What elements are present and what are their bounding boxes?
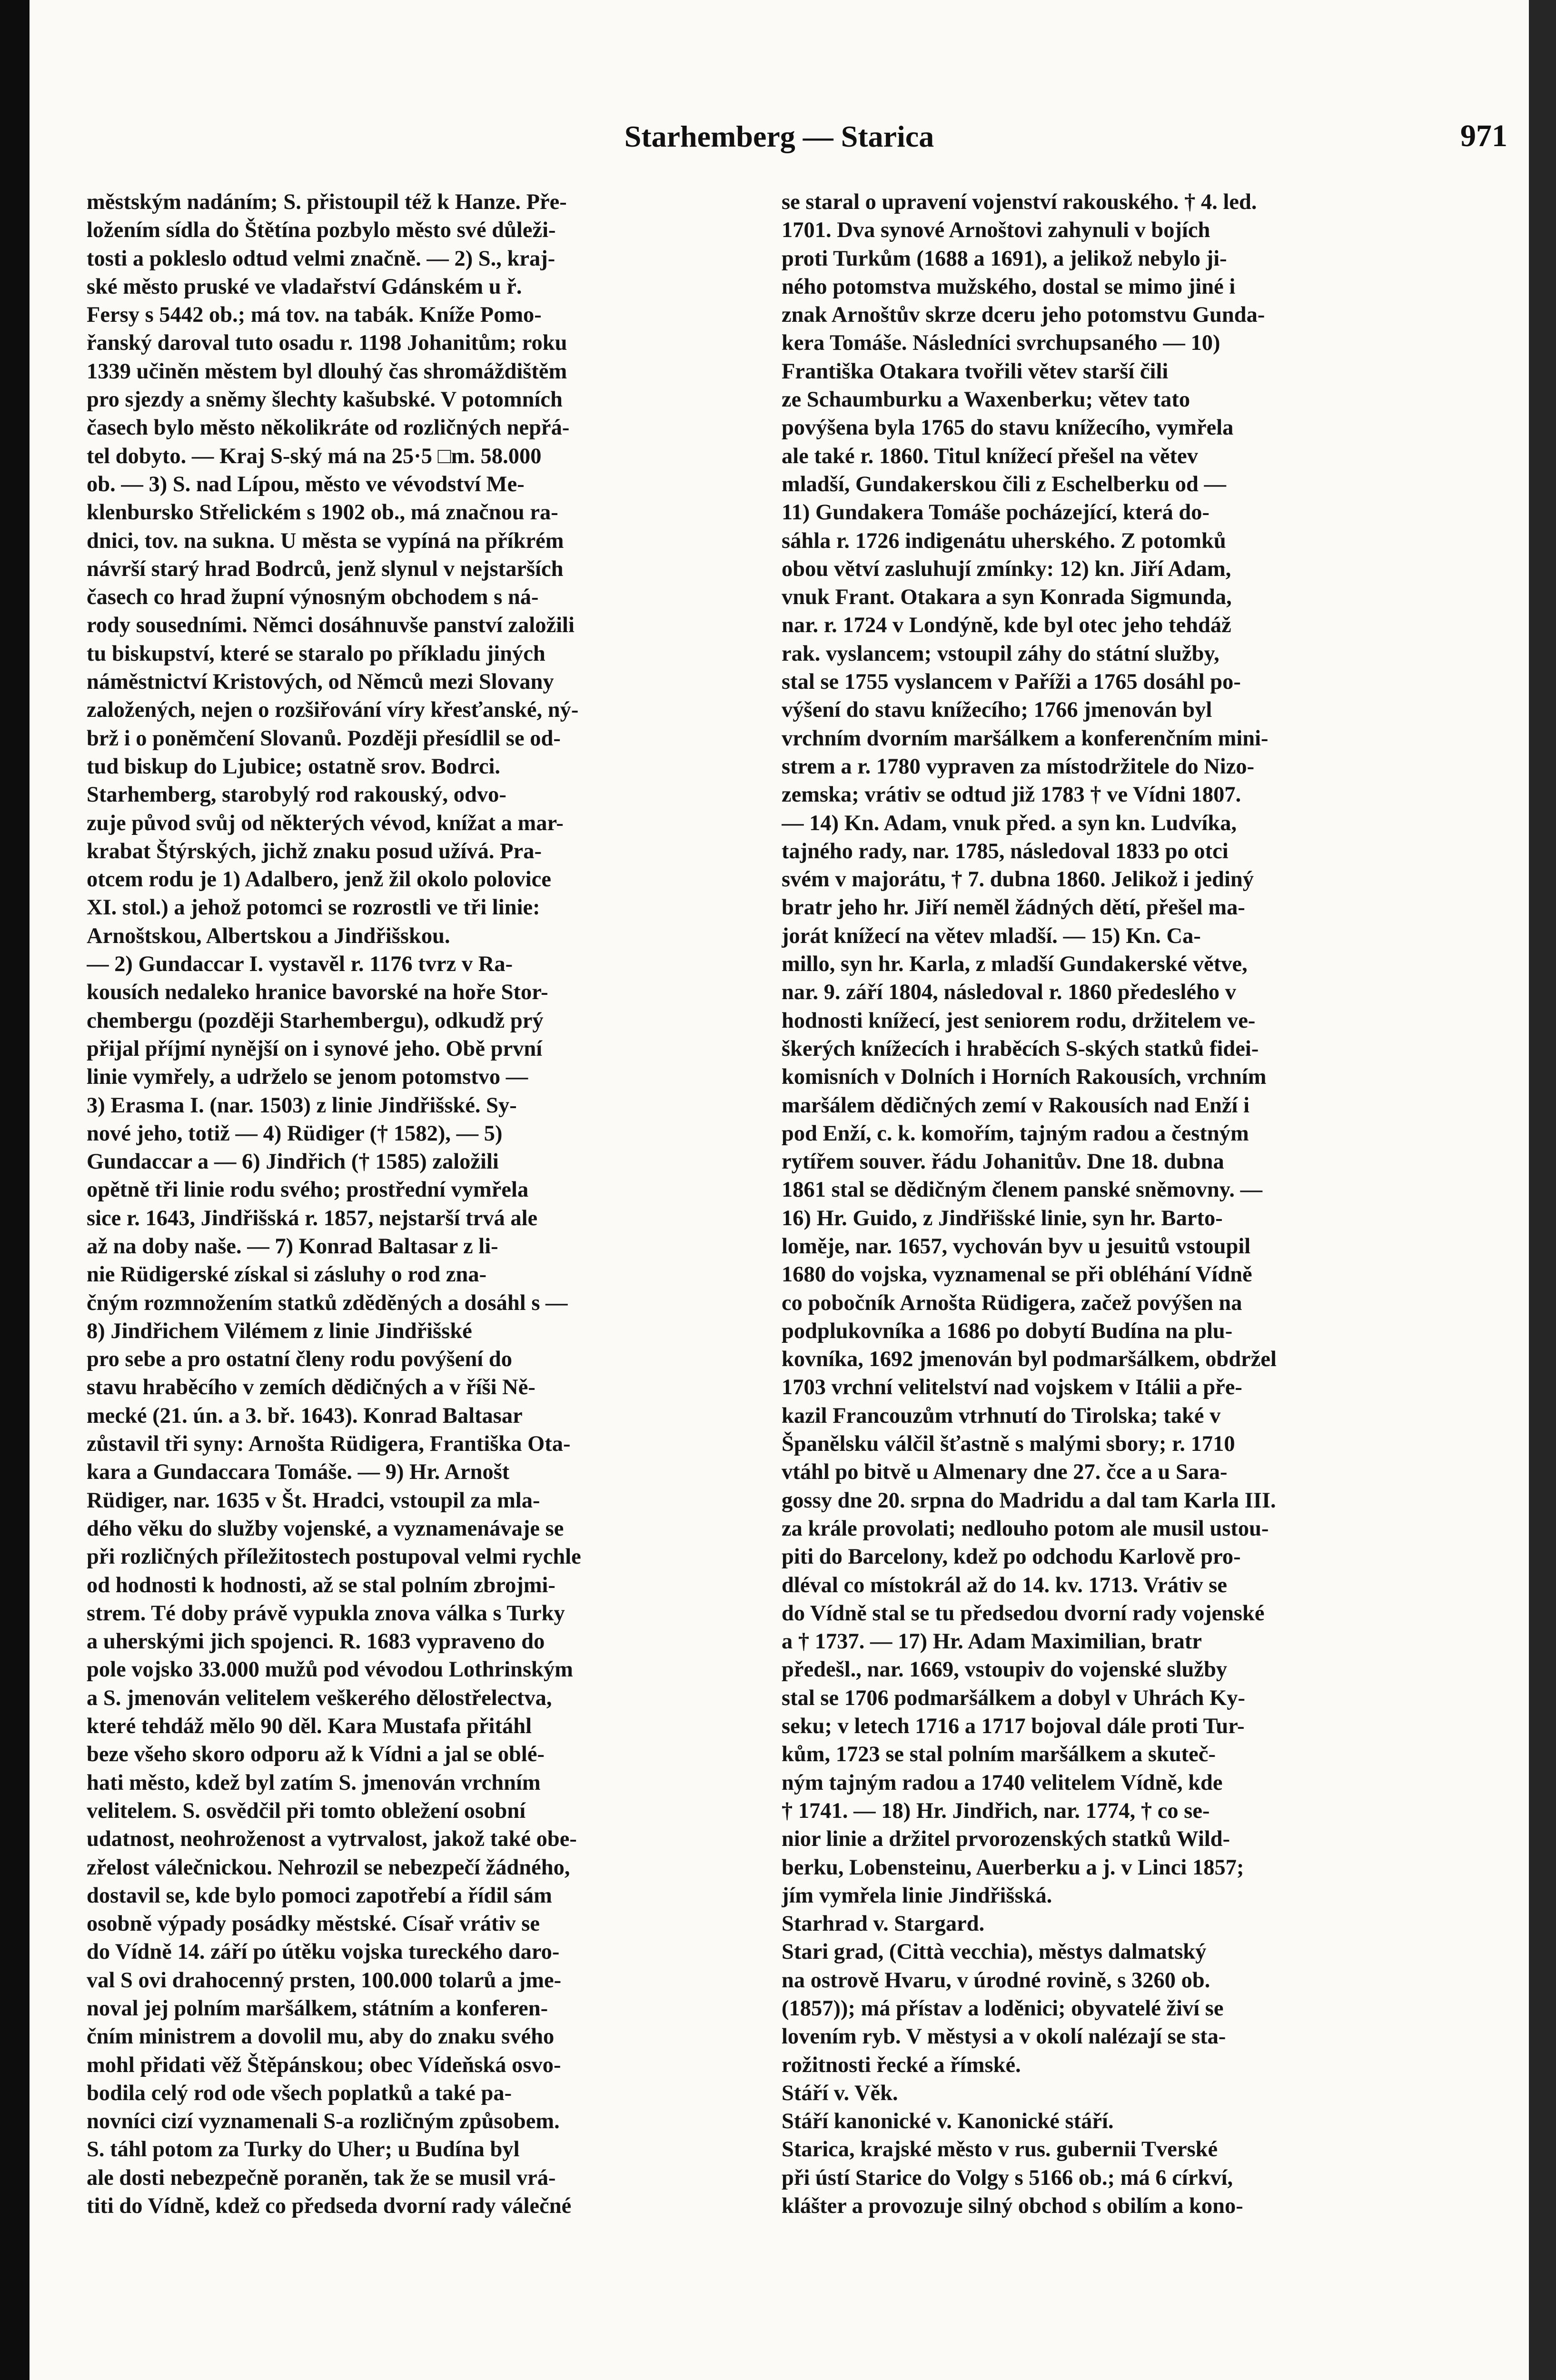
text-line: loměje, nar. 1657, vychován byv u jesuitů vstoupil	[782, 1234, 1251, 1259]
text-line: a uherskými jich spojenci. R. 1683 vypraveno do	[87, 1629, 545, 1654]
text-line: noval jej polním maršálkem, státním a konferen-	[87, 1996, 548, 2021]
text-line: do Vídně stal se tu předsedou dvorní rady vojenské	[782, 1601, 1265, 1626]
text-line: Starhrad v. Stargard.	[782, 1912, 985, 1936]
text-line: od hodnosti k hodnosti, až se stal polním zbrojmi-	[87, 1573, 555, 1597]
text-line: osobně výpady posádky městské. Císař vrátiv se	[87, 1912, 540, 1936]
text-line: nar. r. 1724 v Londýně, kde byl otec jeho tehdáž	[782, 613, 1231, 638]
text-line: ze Schaumburku a Waxenberku; větev tato	[782, 387, 1190, 412]
text-line: novníci cizí vyznamenali S-a rozličným způsobem.	[87, 2109, 560, 2134]
text-line: Stari grad, (Città vecchia), městys dalmatský	[782, 1940, 1207, 1964]
text-line: které tehdáž mělo 90 děl. Kara Mustafa přitáhl	[87, 1714, 532, 1739]
running-title: Starhemberg — Starica	[624, 119, 934, 153]
text-line: mecké (21. ún. a 3. bř. 1643). Konrad Baltasar	[87, 1403, 523, 1428]
text-line: hodnosti knížecí, jest seniorem rodu, držitelem ve-	[782, 1008, 1256, 1033]
text-line: kovníka, 1692 jmenován byl podmaršálkem, obdržel	[782, 1347, 1277, 1372]
text-line: bratr jeho hr. Jiří neměl žádných dětí, přešel ma-	[782, 895, 1245, 920]
text-line: tajného rady, nar. 1785, následoval 1833 po otci	[782, 839, 1229, 863]
left-text-column	[87, 188, 760, 2220]
text-line: 1703 vrchní velitelství nad vojskem v Itálii a pře-	[782, 1375, 1242, 1400]
text-line: jorát knížecí na větev mladší. — 15) Kn. Ca-	[782, 923, 1201, 948]
text-line: 3) Erasma I. (nar. 1503) z linie Jindřišské. Sy-	[87, 1093, 517, 1118]
text-line: čním ministrem a dovolil mu, aby do znaku svého	[87, 2024, 555, 2049]
text-line: na ostrově Hvaru, v úrodné rovině, s 3260 ob.	[782, 1968, 1210, 1993]
text-line: mladší, Gundakerskou čili z Eschelberku od —	[782, 472, 1227, 496]
text-line: rak. vyslancem; vstoupil záhy do státní služby,	[782, 641, 1219, 666]
text-line: nové jeho, totiž — 4) Rüdiger († 1582), — 5)	[87, 1121, 503, 1146]
text-line: přijal příjmí nynější on i synové jeho. Obě první	[87, 1036, 543, 1061]
book-spine-shadow	[0, 0, 30, 2380]
text-line: tud biskup do Ljubice; ostatně srov. Bodrci.	[87, 754, 501, 779]
text-line: svém v majorátu, † 7. dubna 1860. Jelikož i jediný	[782, 867, 1254, 892]
text-line: linie vymřely, a udrželo se jenom potomstvo —	[87, 1065, 528, 1090]
text-line: 16) Hr. Guido, z Jindřišské linie, syn hr. Barto-	[782, 1206, 1223, 1230]
text-line: založených, nejen o rozšiřování víry křesťanské, ný-	[87, 698, 579, 723]
text-line: časech co hrad župní výnosným obchodem s ná-	[87, 585, 539, 610]
text-line: řanský daroval tuto osadu r. 1198 Johanitům; roku	[87, 331, 567, 356]
text-line: ložením sídla do Štětína pozbylo město své důleži-	[87, 218, 556, 243]
text-line: Fersy s 5442 ob.; má tov. na tabák. Kníže Pomo-	[87, 303, 542, 327]
text-line: stavu hraběcího v zemích dědičných a v říši Ně-	[87, 1375, 535, 1400]
text-line: vrchním dvorním maršálkem a konferenčním mini-	[782, 726, 1269, 751]
text-line: rožitnosti řecké a římské.	[782, 2053, 1021, 2077]
text-line: Arnoštskou, Albertskou a Jindřišskou.	[87, 923, 450, 948]
text-line: vtáhl po bitvě u Almenary dne 27. čce a u Sara-	[782, 1460, 1228, 1485]
text-line: berku, Lobensteinu, Auerberku a j. v Linci 1857;	[782, 1855, 1244, 1880]
text-line: Rüdiger, nar. 1635 v Št. Hradci, vstoupil za mla-	[87, 1488, 540, 1513]
text-line: ale dosti nebezpečně poraněn, tak že se musil vrá-	[87, 2165, 556, 2190]
text-line: lovením ryb. V městysi a v okolí nalézají se sta-	[782, 2024, 1226, 2049]
text-line: do Vídně 14. září po útěku vojska tureckého daro-	[87, 1940, 560, 1964]
text-line: jím vymřela linie Jindřišská.	[782, 1883, 1052, 1908]
text-line: tel dobyto. — Kraj S-ský má na 25·5 □m. 58.000	[87, 444, 542, 468]
text-line: pod Enží, c. k. komořím, tajným radou a čestným	[782, 1121, 1249, 1146]
text-line: chembergu (později Starhembergu), odkudž prý	[87, 1008, 544, 1033]
text-line: kera Tomáše. Následníci svrchupsaného — 10)	[782, 331, 1220, 356]
text-line: rytířem souver. řádu Johanitův. Dne 18. dubna	[782, 1150, 1224, 1174]
text-line: strem a r. 1780 vypraven za místodržitele do Nizo-	[782, 754, 1255, 779]
text-line: a † 1737. — 17) Hr. Adam Maximilian, bratr	[782, 1629, 1202, 1654]
text-line: ného potomstva mužského, dostal se mimo jiné i	[782, 274, 1236, 299]
text-line: dléval co místokrál až do 14. kv. 1713. Vrátiv se	[782, 1573, 1227, 1597]
text-line: klenbursko Střelickém s 1902 ob., má značnou ra-	[87, 500, 558, 525]
text-line: velitelem. S. osvědčil při tomto obležení osobní	[87, 1798, 526, 1823]
text-line: beze všeho skoro odporu až k Vídni a jal se oblé-	[87, 1742, 545, 1767]
text-line: předešl., nar. 1669, vstoupiv do vojenské služby	[782, 1657, 1228, 1682]
text-line: Stáří v. Věk.	[782, 2081, 898, 2105]
right-text-column	[782, 188, 1455, 2220]
text-line: výšení do stavu knížecího; 1766 jmenován byl	[782, 698, 1212, 723]
text-line: stal se 1755 vyslancem v Paříži a 1765 dosáhl po-	[782, 670, 1241, 694]
text-line: zuje původ svůj od některých vévod, knížat a mar-	[87, 811, 564, 835]
text-line: zůstavil tři syny: Arnošta Rüdigera, Františka Ota-	[87, 1432, 571, 1457]
text-line: 8) Jindřichem Vilémem z linie Jindřišské	[87, 1319, 472, 1343]
text-line: vnuk Frant. Otakara a syn Konrada Sigmunda,	[782, 585, 1232, 610]
page-number: 971	[1460, 119, 1507, 153]
text-line: — 14) Kn. Adam, vnuk před. a syn kn. Ludvíka,	[782, 811, 1237, 835]
page-edge-shadow	[1529, 0, 1556, 2380]
text-line: 1680 do vojska, vyznamenal se při obléhání Vídně	[782, 1262, 1252, 1287]
text-line: opětně tři linie rodu svého; prostřední vymřela	[87, 1178, 529, 1202]
text-line: se staral o upravení vojenství rakouského. † 4. led.	[782, 190, 1257, 214]
text-line: ale také r. 1860. Titul knížecí přešel na větev	[782, 444, 1198, 468]
text-line: dostavil se, kde bylo pomoci zapotřebí a řídil sám	[87, 1883, 552, 1908]
text-line: ným tajným radou a 1740 velitelem Vídně, kde	[782, 1770, 1223, 1795]
text-line: zřelost válečnickou. Nehrozil se nebezpečí žádného,	[87, 1855, 570, 1880]
text-line: Starica, krajské město v rus. gubernii Tverské	[782, 2137, 1218, 2162]
text-line: stal se 1706 podmaršálkem a dobyl v Uhrách Ky-	[782, 1686, 1245, 1710]
text-line: tu biskupství, které se staralo po příkladu jiných	[87, 641, 545, 666]
text-line: tosti a pokleslo odtud velmi značně. — 2) S., kraj-	[87, 246, 555, 271]
text-line: 11) Gundakera Tomáše pocházející, která do-	[782, 500, 1210, 525]
text-line: kara a Gundaccara Tomáše. — 9) Hr. Arnošt	[87, 1460, 510, 1485]
text-line: seku; v letech 1716 a 1717 bojoval dále proti Tur-	[782, 1714, 1245, 1739]
text-line: titi do Vídně, kdež co předseda dvorní rady válečné	[87, 2194, 572, 2219]
text-line: 1339 učiněn městem byl dlouhý čas shromáždištěm	[87, 359, 567, 384]
text-line: gossy dne 20. srpna do Madridu a dal tam Karla III.	[782, 1488, 1276, 1513]
text-line: až na doby naše. — 7) Konrad Baltasar z li-	[87, 1234, 498, 1259]
text-line: XI. stol.) a jehož potomci se rozrostli ve tři linie:	[87, 895, 540, 920]
text-line: piti do Barcelony, kdež po odchodu Karlově pro-	[782, 1545, 1241, 1569]
text-line: čným rozmnožením statků zděděných a dosáhl s —	[87, 1290, 568, 1315]
text-line: krabat Štýrských, jichž znaku posud užívá. Pra-	[87, 839, 542, 863]
text-line: nie Rüdigerské získal si zásluhy o rod zna-	[87, 1262, 487, 1287]
text-line: Starhemberg, starobylý rod rakouský, odvo-	[87, 783, 506, 807]
text-line: dnici, tov. na sukna. U města se vypíná na příkrém	[87, 528, 564, 553]
text-line: strem. Té doby právě vypukla znova válka s Turky	[87, 1601, 565, 1626]
text-line: při rozličných příležitostech postupoval velmi rychle	[87, 1545, 581, 1569]
text-line: časech bylo město několikráte od rozličných nepřá-	[87, 416, 570, 440]
text-line: udatnost, neohroženost a vytrvalost, jakož také obe-	[87, 1827, 577, 1852]
text-line: 1861 stal se dědičným členem panské sněmovny. —	[782, 1178, 1263, 1202]
text-line: a S. jmenován velitelem veškerého dělostřelectva,	[87, 1686, 552, 1710]
text-line: Gundaccar a — 6) Jindřich († 1585) založili	[87, 1150, 499, 1174]
text-line: návrší starý hrad Bodrců, jenž slynul v nejstarších	[87, 556, 564, 581]
text-line: S. táhl potom za Turky do Uher; u Budína byl	[87, 2137, 520, 2162]
text-line: městským nadáním; S. přistoupil též k Hanze. Pře-	[87, 190, 567, 214]
text-line: proti Turkům (1688 a 1691), a jelikož nebylo ji-	[782, 246, 1227, 271]
text-line: otcem rodu je 1) Adalbero, jenž žil okolo polovice	[87, 867, 551, 892]
text-line: zemska; vrátiv se odtud již 1783 † ve Vídni 1807.	[782, 783, 1241, 807]
text-line: podplukovníka a 1686 po dobytí Budína na plu-	[782, 1319, 1233, 1343]
text-line: povýšena byla 1765 do stavu knížecího, vymřela	[782, 416, 1234, 440]
text-line: za krále provolati; nedlouho potom ale musil ustou-	[782, 1516, 1269, 1541]
text-line: pole vojsko 33.000 mužů pod vévodou Lothrinským	[87, 1657, 573, 1682]
text-line: ské město pruské ve vladařství Gdánském u ř.	[87, 274, 522, 299]
text-line: brž i o poněmčení Slovanů. Později přesídlil se od-	[87, 726, 561, 751]
text-line: — 2) Gundaccar I. vystavěl r. 1176 tvrz v Ra-	[87, 952, 513, 977]
text-line: val S ovi drahocenný prsten, 100.000 tolarů a jme-	[87, 1968, 562, 1993]
text-line: † 1741. — 18) Hr. Jindřich, nar. 1774, † co se-	[782, 1798, 1210, 1823]
text-line: 1701. Dva synové Arnoštovi zahynuli v bojích	[782, 218, 1210, 243]
text-line: kousích nedaleko hranice bavorské na hoře Stor-	[87, 980, 548, 1005]
text-line: klášter a provozuje silný obchod s obilím a kono-	[782, 2194, 1243, 2219]
text-line: bodila celý rod ode všech poplatků a také pa-	[87, 2081, 512, 2105]
text-line: millo, syn hr. Karla, z mladší Gundakerské větve,	[782, 952, 1248, 977]
text-line: co pobočník Arnošta Rüdigera, začež povýšen na	[782, 1290, 1242, 1315]
text-line: rody sousedními. Němci dosáhnuvše panství založili	[87, 613, 575, 638]
page-header	[30, 110, 1529, 163]
text-line: ob. — 3) S. nad Lípou, město ve vévodství Me-	[87, 472, 525, 496]
text-line: dého věku do služby vojenské, a vyznamenávaje se	[87, 1516, 564, 1541]
text-line: Františka Otakara tvořili větev starší čili	[782, 359, 1169, 384]
scanned-page	[30, 0, 1529, 2380]
text-line: pro sjezdy a sněmy šlechty kašubské. V potomních	[87, 387, 563, 412]
text-line: škerých knížecích i hraběcích S-ských statků fidei-	[782, 1036, 1259, 1061]
text-line: kům, 1723 se stal polním maršálkem a skuteč-	[782, 1742, 1216, 1767]
text-line: Španělsku válčil šťastně s malými sbory; r. 1710	[782, 1432, 1235, 1457]
text-line: (1857)); má přístav a loděnici; obyvatelé živí se	[782, 1996, 1224, 2021]
text-line: sáhla r. 1726 indigenátu uherského. Z potomků	[782, 528, 1226, 553]
text-line: komisních v Dolních i Horních Rakousích, vrchním	[782, 1065, 1267, 1090]
text-line: při ústí Starice do Volgy s 5166 ob.; má 6 církví,	[782, 2165, 1233, 2190]
text-line: hati město, kdež byl zatím S. jmenován vrchním	[87, 1770, 541, 1795]
text-line: náměstnictví Kristových, od Němců mezi Slovany	[87, 670, 554, 694]
text-line: obou větví zasluhují zmínky: 12) kn. Jiří Adam,	[782, 556, 1231, 581]
text-line: mohl přidati věž Štěpánskou; obec Vídeňská osvo-	[87, 2053, 561, 2077]
text-line: nior linie a držitel prvorozenských statků Wild-	[782, 1827, 1230, 1852]
text-line: znak Arnoštův skrze dceru jeho potomstvu Gunda-	[782, 303, 1265, 327]
text-line: sice r. 1643, Jindřišská r. 1857, nejstarší trvá ale	[87, 1206, 538, 1230]
text-line: pro sebe a pro ostatní členy rodu povýšení do	[87, 1347, 512, 1372]
text-line: nar. 9. září 1804, následoval r. 1860 předeslého v	[782, 980, 1236, 1005]
text-line: maršálem dědičných zemí v Rakousích nad Enží i	[782, 1093, 1249, 1118]
text-line: Stáří kanonické v. Kanonické stáří.	[782, 2109, 1114, 2134]
text-line: kazil Francouzům vtrhnutí do Tirolska; také v	[782, 1403, 1221, 1428]
